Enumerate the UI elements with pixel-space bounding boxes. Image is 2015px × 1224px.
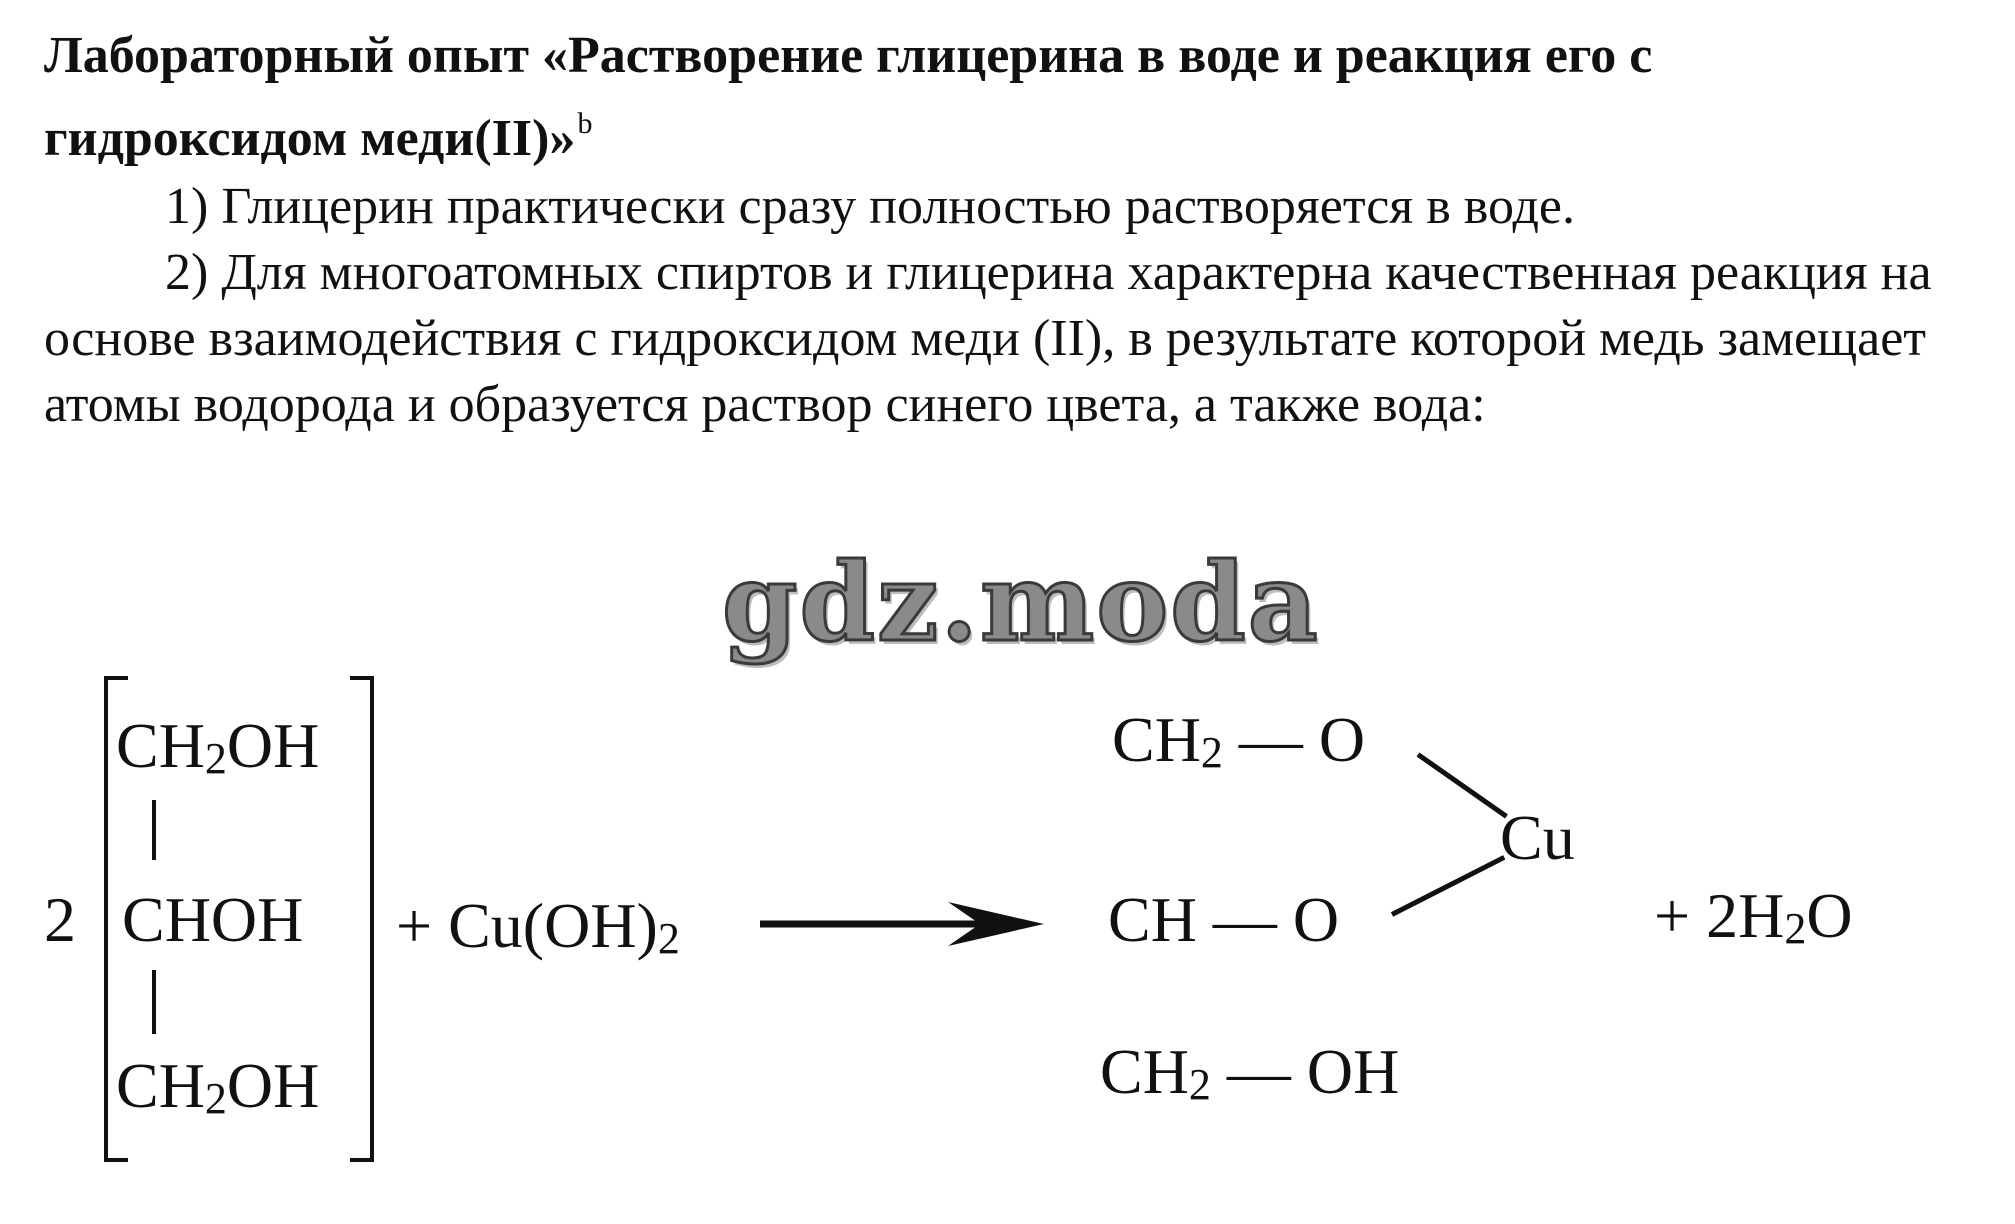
title-text: Лабораторный опыт «Растворение глицерина в воде и реакция его с гидроксидом меди(II)» (44, 27, 1653, 167)
page-title (44, 22, 1964, 173)
watermark: gdz.moda (722, 540, 1320, 666)
coefficient: 2 (44, 884, 76, 955)
title-handwritten-mark: b (577, 107, 593, 140)
byproduct-water: + $2H_2O$ (1654, 880, 1853, 953)
product-row-1: $CH_2$ — O (1112, 704, 1366, 777)
product-bond-o2-cu (1391, 855, 1506, 917)
reagent-copper-hydroxide: + $Cu(OH)_2$ (396, 890, 680, 963)
paragraph-2-text: Для многоатомных спиртов и глицерина характерна качественная реакция на основе взаимодействия с гидроксидом меди (II), в результате которой медь замещает атомы водорода и образуется раствор синего цвета, а также вода: (44, 244, 1932, 433)
product-bond-o1-cu (1417, 752, 1508, 818)
glycerol-row-3: $CH_2OH$ (116, 1050, 320, 1123)
paragraph-1-number: 1) (165, 178, 209, 235)
glycerol-bond-1 (152, 800, 156, 860)
glycerol-row-2: CHOH (122, 884, 304, 955)
product-copper: Cu (1500, 802, 1575, 873)
product-row-3: $CH_2$ — OH (1100, 1036, 1400, 1109)
paragraph-2-number: 2) (165, 244, 209, 301)
right-bracket (350, 676, 374, 1162)
product-row-2: CH — O (1108, 884, 1340, 955)
paragraph-1 (44, 174, 2004, 240)
paragraph-2 (44, 240, 2004, 438)
paragraph-1-text: Глицерин практически сразу полностью растворяется в воде. (221, 178, 1575, 235)
glycerol-row-1: $CH_2OH$ (116, 710, 320, 783)
reaction-arrow-icon (760, 894, 1050, 954)
glycerol-bond-2 (152, 970, 156, 1034)
